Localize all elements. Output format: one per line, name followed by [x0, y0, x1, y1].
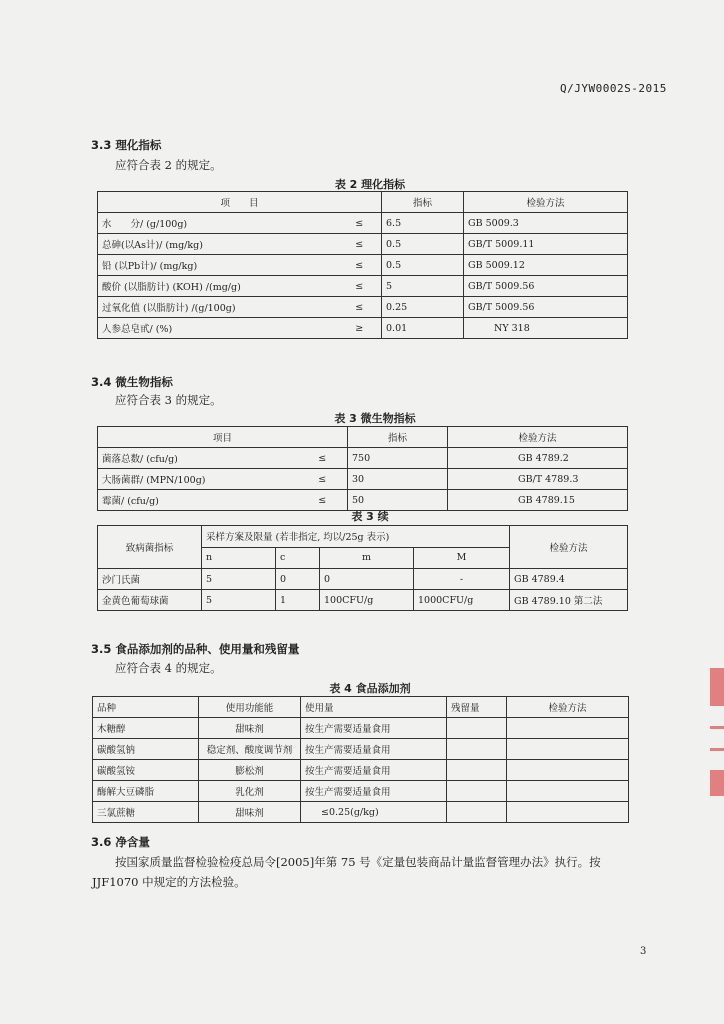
page-number: 3: [640, 946, 647, 957]
method-cell: GB 4789.2: [448, 448, 628, 469]
value-cell: 0.01: [382, 318, 464, 339]
header-cell: c: [276, 547, 320, 569]
item-cell: 人参总皂甙/ (%): [98, 318, 338, 339]
additive-name-cell: 酶解大豆磷脂: [93, 781, 199, 802]
table-row: [93, 739, 629, 760]
M-cell: 1000CFU/g: [414, 590, 510, 611]
table-2-caption: 表 2 理化指标: [334, 178, 406, 191]
header-cell: m: [320, 547, 414, 569]
table-row: [93, 802, 629, 823]
seal-edge-mark: [710, 770, 724, 796]
header-cell: 检验方法: [448, 427, 628, 448]
table-2-physchem: [97, 191, 628, 339]
seal-edge-mark: [710, 668, 724, 706]
residue-cell: [447, 802, 507, 823]
table-row: [93, 760, 629, 781]
c-cell: 1: [276, 590, 320, 611]
value-cell: 0.25: [382, 297, 464, 318]
table-header-row: [98, 526, 628, 548]
operator-cell: ≤: [338, 297, 382, 318]
section-3-3-heading: 3.3 理化指标: [91, 138, 162, 152]
header-cell: 指标: [382, 192, 464, 213]
item-cell: 大肠菌群/ (MPN/100g): [98, 469, 298, 490]
section-3-3-intro: 应符合表 2 的规定。: [115, 158, 222, 172]
table-row: [98, 448, 628, 469]
item-cell: 酸价 (以脂肪计) (KOH) /(mg/g): [98, 276, 338, 297]
additive-name-cell: 木糖醇: [93, 718, 199, 739]
c-cell: 0: [276, 569, 320, 590]
operator-cell: ≤: [338, 213, 382, 234]
n-cell: 5: [202, 590, 276, 611]
item-cell: 过氧化值 (以脂肪计) /(g/100g): [98, 297, 338, 318]
amount-cell: 按生产需要适量食用: [301, 781, 447, 802]
m-cell: 100CFU/g: [320, 590, 414, 611]
table-3-continued-caption: 表 3 续: [351, 510, 389, 523]
table-3-caption: 表 3 微生物指标: [334, 412, 416, 425]
method-cell: GB 4789.15: [448, 490, 628, 511]
section-3-5-heading: 3.5 食品添加剂的品种、使用量和残留量: [91, 642, 300, 656]
table-header-row: [98, 192, 628, 213]
seal-edge-mark: [710, 748, 724, 751]
section-3-6-line1: 按国家质量监督检验检疫总局令[2005]年第 75 号《定量包装商品计量监督管理办法》执行。按: [115, 855, 601, 869]
method-cell: GB 4789.4: [510, 569, 628, 590]
item-cell: 总砷(以As计)/ (mg/kg): [98, 234, 338, 255]
operator-cell: ≤: [298, 490, 348, 511]
table-header-row: [93, 697, 629, 718]
value-cell: 6.5: [382, 213, 464, 234]
method-cell: GB 5009.12: [464, 255, 628, 276]
operator-cell: ≥: [338, 318, 382, 339]
table-row: [98, 318, 628, 339]
header-cell: 使用量: [301, 697, 447, 718]
item-cell: 菌落总数/ (cfu/g): [98, 448, 298, 469]
header-cell: n: [202, 547, 276, 569]
value-cell: 30: [348, 469, 448, 490]
header-cell: 检验方法: [507, 697, 629, 718]
table-row: [98, 255, 628, 276]
section-3-6-line2: JJF1070 中规定的方法检验。: [92, 875, 246, 889]
method-cell: NY 318: [464, 318, 628, 339]
amount-cell: 按生产需要适量食用: [301, 718, 447, 739]
value-cell: 0.5: [382, 234, 464, 255]
method-cell: [507, 718, 629, 739]
section-3-5-intro: 应符合表 4 的规定。: [115, 661, 222, 675]
residue-cell: [447, 739, 507, 760]
table-row: [98, 569, 628, 590]
residue-cell: [447, 760, 507, 781]
operator-cell: ≤: [338, 234, 382, 255]
table-row: [98, 213, 628, 234]
pathogen-name-cell: 沙门氏菌: [98, 569, 202, 590]
function-cell: 甜味剂: [199, 718, 301, 739]
section-3-6-heading: 3.6 净含量: [91, 835, 150, 849]
residue-cell: [447, 781, 507, 802]
header-cell: M: [414, 547, 510, 569]
section-3-4-heading: 3.4 微生物指标: [91, 375, 173, 389]
method-cell: GB 4789.10 第二法: [510, 590, 628, 611]
table-row: [93, 718, 629, 739]
operator-cell: ≤: [338, 276, 382, 297]
header-cell: 使用功能能: [199, 697, 301, 718]
table-3-microbial: [97, 426, 628, 511]
seal-edge-mark: [710, 726, 724, 729]
method-cell: GB/T 5009.11: [464, 234, 628, 255]
value-cell: 750: [348, 448, 448, 469]
amount-cell: ≤0.25(g/kg): [301, 802, 447, 823]
pathogen-name-cell: 金黄色葡萄球菌: [98, 590, 202, 611]
header-cell: 项 目: [98, 192, 382, 213]
header-cell: 检验方法: [464, 192, 628, 213]
item-cell: 霉菌/ (cfu/g): [98, 490, 298, 511]
item-cell: 水 分/ (g/100g): [98, 213, 338, 234]
function-cell: 甜味剂: [199, 802, 301, 823]
operator-cell: ≤: [338, 255, 382, 276]
document-code: Q/JYW0002S-2015: [560, 82, 667, 95]
method-cell: [507, 802, 629, 823]
header-cell: 采样方案及限量 (若非指定, 均以/25g 表示): [202, 526, 510, 548]
table-row: [98, 469, 628, 490]
table-row: [93, 781, 629, 802]
operator-cell: ≤: [298, 448, 348, 469]
header-cell: 检验方法: [510, 526, 628, 569]
value-cell: 50: [348, 490, 448, 511]
header-cell: 品种: [93, 697, 199, 718]
method-cell: [507, 760, 629, 781]
n-cell: 5: [202, 569, 276, 590]
section-3-4-intro: 应符合表 3 的规定。: [115, 393, 222, 407]
table-4-additives: [92, 696, 629, 823]
table-row: [98, 234, 628, 255]
table-3-pathogen: [97, 525, 628, 611]
amount-cell: 按生产需要适量食用: [301, 760, 447, 781]
m-cell: 0: [320, 569, 414, 590]
method-cell: GB/T 5009.56: [464, 276, 628, 297]
table-row: [98, 297, 628, 318]
table-row: [98, 276, 628, 297]
residue-cell: [447, 718, 507, 739]
header-cell: 致病菌指标: [98, 526, 202, 569]
function-cell: 稳定剂、酸度调节剂: [199, 739, 301, 760]
method-cell: GB/T 4789.3: [448, 469, 628, 490]
header-cell: 项目: [98, 427, 348, 448]
function-cell: 乳化剂: [199, 781, 301, 802]
method-cell: [507, 739, 629, 760]
amount-cell: 按生产需要适量食用: [301, 739, 447, 760]
additive-name-cell: 碳酸氢铵: [93, 760, 199, 781]
additive-name-cell: 三氯蔗糖: [93, 802, 199, 823]
method-cell: [507, 781, 629, 802]
method-cell: GB/T 5009.56: [464, 297, 628, 318]
header-cell: 残留量: [447, 697, 507, 718]
value-cell: 0.5: [382, 255, 464, 276]
table-header-row: [98, 427, 628, 448]
item-cell: 铅 (以Pb计)/ (mg/kg): [98, 255, 338, 276]
method-cell: GB 5009.3: [464, 213, 628, 234]
operator-cell: ≤: [298, 469, 348, 490]
function-cell: 膨松剂: [199, 760, 301, 781]
value-cell: 5: [382, 276, 464, 297]
header-cell: 指标: [348, 427, 448, 448]
additive-name-cell: 碳酸氢钠: [93, 739, 199, 760]
M-cell: -: [414, 569, 510, 590]
table-row: [98, 590, 628, 611]
table-4-caption: 表 4 食品添加剂: [329, 682, 411, 695]
